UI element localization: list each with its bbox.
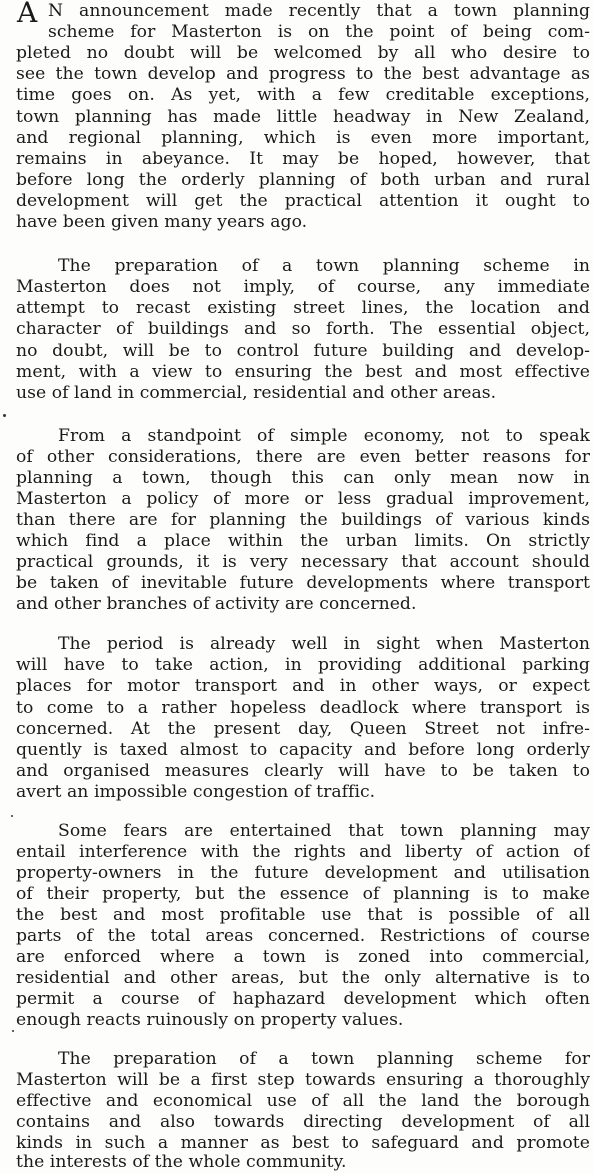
text-line: property-owners in the future development and utilisation (16, 863, 590, 883)
text-line: The preparation of a town planning scheme in (58, 256, 590, 276)
text-line: contains and also towards directing development of all (16, 1112, 590, 1132)
text-line: Masterton will be a first step towards ensuring a thoroughly (16, 1070, 590, 1090)
text-line: entail interference with the rights and liberty of action of (16, 842, 590, 862)
text-line: the interests of the whole community. (16, 1152, 347, 1172)
text-line: effective and economical use of all the land the borough (16, 1091, 590, 1111)
text-line: Some fears are entertained that town planning may (58, 821, 590, 841)
text-line: development will get the practical attention it ought to (16, 191, 590, 211)
text-line: and regional planning, which is even more important, (16, 128, 590, 148)
text-line: permit a course of haphazard development which often (16, 989, 590, 1009)
text-line: scheme for Masterton is on the point of being com- (48, 22, 590, 42)
text-line: planning a town, though this can only mean now in (16, 468, 590, 488)
text-line: see the town develop and progress to the best advantage as (16, 64, 590, 84)
text-line: N announcement made recently that a town planning (48, 1, 590, 21)
text-line: than there are for planning the buildings of various kinds (16, 510, 590, 530)
text-line: the best and most profitable use that is possible of all (16, 905, 590, 925)
text-line: town planning has made little headway in New Zealand, (16, 107, 590, 127)
text-line: of their property, but the essence of planning is to make (16, 884, 590, 904)
text-line: Masterton does not imply, of course, any immediate (16, 277, 590, 297)
text-line: The preparation of a town planning scheme for (58, 1049, 590, 1069)
text-line: have been given many years ago. (16, 212, 308, 232)
text-line: practical grounds, it is very necessary that account should (16, 552, 590, 572)
text-line: parts of the total areas concerned. Restrictions of course (16, 926, 590, 946)
text-line: of other considerations, there are even better reasons for (16, 447, 590, 467)
drop-cap: A (17, 0, 38, 29)
text-line: to come to a rather hopeless deadlock where transport is (16, 698, 590, 718)
text-line: and other branches of activity are concerned. (16, 594, 417, 614)
text-line: ment, with a view to ensuring the best and most effective (16, 362, 590, 382)
text-line: pleted no doubt will be welcomed by all who desire to (16, 43, 590, 63)
text-line: enough reacts ruinously on property values. (16, 1010, 404, 1030)
text-line: time goes on. As yet, with a few creditable exceptions, (16, 85, 590, 105)
text-line: be taken of inevitable future developments where transport (16, 573, 590, 593)
text-line: remains in abeyance. It may be hoped, however, that (16, 149, 590, 169)
text-line: The period is already well in sight when Masterton (58, 634, 590, 654)
text-line: residential and other areas, but the only alternative is to (16, 968, 590, 988)
print-speck (11, 815, 13, 817)
text-line: quently is taxed almost to capacity and before long orderly (16, 740, 590, 760)
text-line: before long the orderly planning of both urban and rural (16, 170, 590, 190)
text-line: places for motor transport and in other ways, or expect (16, 676, 590, 696)
text-line: and organised measures clearly will have to be taken to (16, 761, 590, 781)
text-line: no doubt, will be to control future building and develop- (16, 341, 590, 361)
print-speck (3, 414, 6, 417)
text-line: which find a place within the urban limits. On strictly (16, 531, 590, 551)
text-line: are enforced where a town is zoned into commercial, (16, 947, 590, 967)
text-line: From a standpoint of simple economy, not to speak (58, 426, 590, 446)
text-line: character of buildings and so forth. The essential object, (16, 319, 590, 339)
text-line: use of land in commercial, residential and other areas. (16, 383, 497, 403)
print-speck (12, 1030, 14, 1032)
text-line: avert an impossible congestion of traffic. (16, 782, 376, 802)
text-line: attempt to recast existing street lines, the location and (16, 298, 590, 318)
text-line: kinds in such a manner as best to safeguard and promote (16, 1133, 590, 1153)
text-line: concerned. At the present day, Queen Street not infre- (16, 719, 590, 739)
text-line: Masterton a policy of more or less gradual improvement, (16, 489, 590, 509)
text-line: will have to take action, in providing additional parking (16, 655, 590, 675)
